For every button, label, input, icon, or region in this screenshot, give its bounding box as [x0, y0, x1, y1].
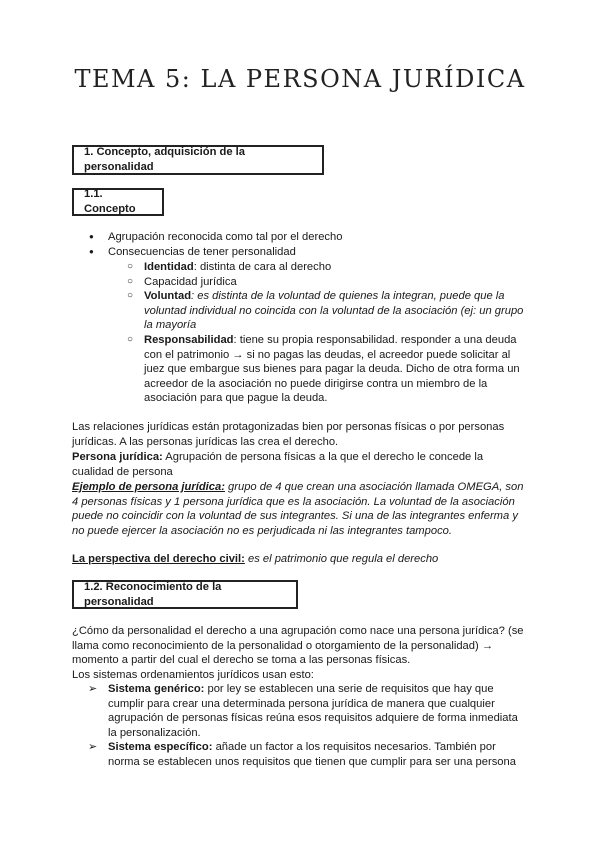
voluntad-text: : es distinta de la voluntad de quienes la integran, puede que la voluntad individual no coincida con la voluntad de la asociación (ej: un grupo la mayoría	[144, 290, 524, 332]
persona-text: Agrupación de persona físicas a la que el derecho le concede la cualidad de persona	[72, 451, 484, 478]
voluntad-label: Voluntad	[144, 290, 192, 303]
list-item	[144, 260, 524, 275]
sistema-especifico-text: añade un factor a los requisitos necesarios. También por norma se establecen unos requisitos que tienen que cumplir para ser una persona	[108, 741, 516, 768]
sistema-generico-text: por ley se establecen una serie de requisitos que hay que cumplir para crear una determinada persona jurídica de manera que cualquier agrupación de personas físicas reúna esos requisitos adquiere de forma inmediata la personalización.	[108, 683, 518, 739]
section-heading-1-2-text: 1.2. Reconocimiento de la personalidad	[84, 580, 222, 608]
page-title: TEMA 5: LA PERSONA JURÍDICA	[74, 65, 526, 93]
responsabilidad-text: : tiene su propia responsabilidad. responder a una deuda con el patrimonio → si no pagas las deudas, el acreedor puede solicitar al juez que embargue sus bienes para pagar la deuda. Dicho de otra forma un acreedor de la asociación no puede dirigirse contra un miembro de la asociación para que pague la deuda.	[144, 333, 520, 405]
ejemplo-label: Ejemplo de persona jurídica:	[72, 481, 225, 493]
identidad-label: Identidad	[144, 261, 194, 273]
section-heading-1-1-text: 1.1. Concepto	[84, 188, 136, 215]
paragraph-sistemas-intro: Los sistemas ordenamientos jurídicos usan esto:	[72, 669, 314, 681]
consequences-list	[144, 260, 524, 406]
list-item: ○ Capacidad jurídica	[144, 275, 524, 290]
sistemas-list	[108, 682, 526, 770]
paragraph-ejemplo	[72, 480, 524, 538]
paragraph-relaciones: Las relaciones jurídicas están protagonizadas bien por personas físicas o por personas jurídicas. A las personas jurídicas las crea el derecho.	[72, 421, 505, 448]
perspectiva-label: La perspectiva del derecho civil:	[72, 553, 245, 565]
concept-list	[108, 230, 528, 259]
list-item	[144, 333, 524, 406]
list-item	[108, 740, 526, 769]
persona-label: Persona jurídica:	[72, 451, 163, 463]
sistema-especifico-label: Sistema específico:	[108, 741, 213, 754]
list-item: ● Agrupación reconocida como tal por el derecho	[108, 230, 528, 245]
perspectiva-text: es el patrimonio que regula el derecho	[244, 553, 439, 565]
paragraph-reconocimiento: ¿Cómo da personalidad el derecho a una agrupación como nace una persona jurídica? (se llama como reconocimiento de la personalidad o otorgamiento de la personalidad) → momento a partir del cual el derecho se toma a las personas físicas.	[72, 625, 524, 667]
section-heading-1-2	[72, 580, 298, 609]
section-heading-1-1	[72, 188, 164, 216]
identidad-text: : distinta de cara al derecho	[193, 261, 332, 273]
list-item	[108, 682, 526, 740]
list-item	[144, 289, 524, 333]
section-heading-1	[72, 145, 324, 175]
section-heading-1-text: 1. Concepto, adquisición de la personalidad	[84, 146, 246, 173]
list-item: ● Consecuencias de tener personalidad	[108, 245, 528, 260]
ejemplo-text: grupo de 4 que crean una asociación llamada OMEGA, son 4 personas físicas y 1 persona jurídica que es la asociación. La voluntad de la asociación puede no coincidir con la voluntad de sus integrantes. Si una de las integrantes enferma y no puede ejercer la asociación no es perjudicada ni las integrantes tampoco.	[72, 481, 524, 537]
sistema-generico-label: Sistema genérico:	[108, 683, 205, 695]
responsabilidad-label: Responsabilidad	[144, 333, 234, 346]
paragraph-persona-juridica	[72, 450, 522, 479]
paragraph-perspectiva	[72, 552, 522, 567]
